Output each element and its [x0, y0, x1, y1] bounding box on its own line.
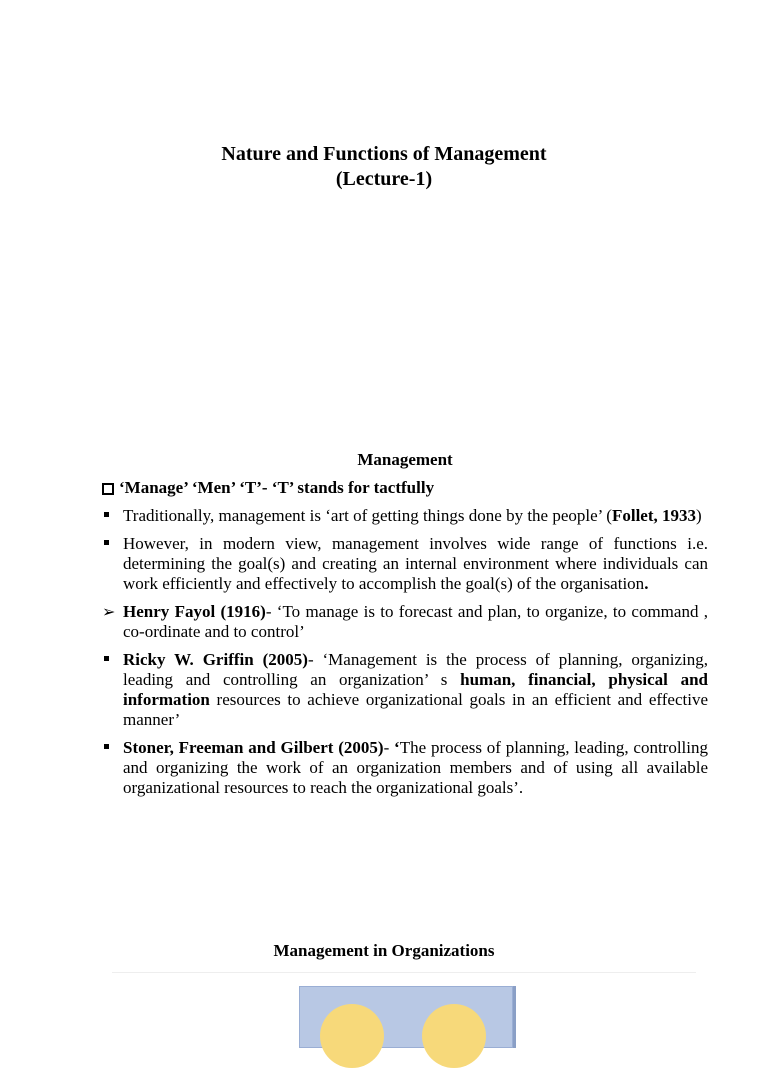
item-text: - ‘To manage is to forecast and plan, to organize, to command , co-ordinate and to control’: [123, 602, 708, 641]
item-text: resources to achieve organizational goals in an efficient and effective manner’: [123, 690, 708, 729]
item-text: ): [696, 506, 702, 525]
figure-circle-right: [422, 1004, 486, 1068]
item-text: The process of planning, leading, controlling and organizing the work of an organization members and of using all available organizational resources to reach the organizational goals’.: [123, 738, 708, 797]
item-text: - ‘Management is the process of planning, organizing, leading and controlling an organization’ s: [123, 650, 709, 689]
arrow-bullet-icon: ➢: [102, 602, 116, 621]
item-text: However, in modern view, management involves wide range of functions i.e. determining the goal(s) and creating an internal environment where individuals can work efficiently and effectively to accomplish the goal(s) of the organisation: [123, 534, 708, 593]
square-bullet-icon: [104, 512, 109, 517]
list-item-traditional: [102, 506, 708, 526]
item-author: Stoner, Freeman and Gilbert (2005): [123, 738, 384, 757]
square-bullet-icon: [104, 540, 109, 545]
item-author: Ricky W. Griffin (2005): [123, 650, 308, 669]
item-emphasis: human, financial, physical and information: [123, 670, 708, 709]
management-content: [102, 478, 708, 806]
title-line-1: Nature and Functions of Management: [221, 143, 547, 165]
item-author: Henry Fayol (1916): [123, 602, 266, 621]
organization-figure: [299, 986, 513, 1048]
item-quote-mark: ‘: [394, 738, 400, 757]
checkbox-bullet-icon: [102, 483, 114, 495]
section-heading-organizations: Management in Organizations: [273, 941, 495, 960]
list-item-stoner: [102, 738, 708, 798]
list-item-fayol: [102, 602, 708, 642]
figure-circle-left: [320, 1004, 384, 1068]
lead-line: [102, 478, 708, 498]
list-item-modern-view: [102, 534, 708, 594]
item-text: Traditionally, management is ‘art of getting things done by the people’ (: [123, 506, 612, 525]
title-line-2: (Lecture-1): [335, 168, 433, 190]
square-bullet-icon: [104, 656, 109, 661]
square-bullet-icon: [104, 744, 109, 749]
list-item-griffin: [102, 650, 708, 730]
item-period: .: [644, 574, 649, 593]
section-heading-management: Management: [357, 450, 453, 469]
item-citation: Follet, 1933: [611, 506, 697, 525]
page-title: [0, 142, 768, 192]
lead-text: ‘Manage’ ‘Men’ ‘T’- ‘T’ stands for tactfully: [119, 478, 435, 497]
item-text: -: [383, 738, 395, 757]
